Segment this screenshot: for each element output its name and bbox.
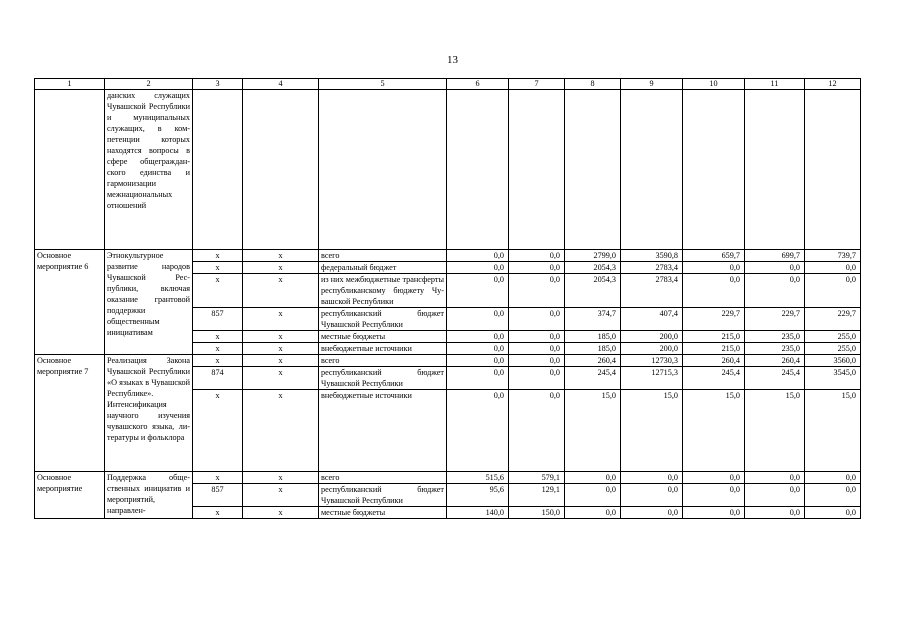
value-cell: 15,0 — [621, 390, 683, 472]
funding-source-cell: всего — [319, 250, 447, 262]
value-cell: 2799,0 — [565, 250, 621, 262]
value-cell: 185,0 — [565, 331, 621, 343]
main-event-cell: Основное мероприятие 7 — [35, 355, 105, 472]
value-cell: 150,0 — [509, 507, 565, 519]
value-cell: 0,0 — [805, 507, 861, 519]
table-row — [35, 355, 861, 367]
value-cell: 245,4 — [565, 367, 621, 390]
column-header: 12 — [805, 79, 861, 90]
value-cell: 0,0 — [509, 331, 565, 343]
value-cell: 0,0 — [509, 262, 565, 274]
value-cell: 0,0 — [683, 262, 745, 274]
code-cell: x — [243, 262, 319, 274]
code-cell: x — [243, 472, 319, 484]
value-cell: 0,0 — [447, 367, 509, 390]
column-header: 8 — [565, 79, 621, 90]
code-cell: x — [243, 507, 319, 519]
value-cell: 0,0 — [509, 367, 565, 390]
budget-code-cell: x — [193, 472, 243, 484]
budget-code-cell: x — [193, 390, 243, 472]
value-cell: 0,0 — [447, 331, 509, 343]
budget-code-cell: 857 — [193, 308, 243, 331]
budget-code-cell: x — [193, 250, 243, 262]
value-cell: 3545,0 — [805, 367, 861, 390]
page-number: 13 — [447, 54, 458, 66]
value-cell: 15,0 — [745, 390, 805, 472]
value-cell: 12715,3 — [621, 367, 683, 390]
value-cell: 200,0 — [621, 343, 683, 355]
value-cell: 3590,8 — [621, 250, 683, 262]
main-event-cell: Основное мероприятие — [35, 472, 105, 519]
value-cell: 245,4 — [683, 367, 745, 390]
funding-source-cell: местные бюджеты — [319, 507, 447, 519]
value-cell: 0,0 — [621, 472, 683, 484]
value-cell: 235,0 — [745, 343, 805, 355]
value-cell: 12730,3 — [621, 355, 683, 367]
value-cell: 95,6 — [447, 484, 509, 507]
code-cell: x — [243, 367, 319, 390]
value-cell: 0,0 — [621, 507, 683, 519]
budget-code-cell: x — [193, 343, 243, 355]
funding-source-cell: республиканский бюджет Чувашской Республики — [319, 308, 447, 331]
value-cell: 0,0 — [805, 472, 861, 484]
value-cell: 0,0 — [805, 484, 861, 507]
value-cell: 200,0 — [621, 331, 683, 343]
value-cell: 0,0 — [805, 262, 861, 274]
value-cell: 3560,0 — [805, 355, 861, 367]
column-header: 1 — [35, 79, 105, 90]
code-cell: x — [243, 355, 319, 367]
continuation-row — [35, 90, 861, 250]
table-row — [35, 250, 861, 262]
table-row — [35, 472, 861, 484]
budget-code-cell: x — [193, 274, 243, 308]
value-cell: 0,0 — [447, 262, 509, 274]
code-cell: x — [243, 331, 319, 343]
column-header: 7 — [509, 79, 565, 90]
value-cell: 235,0 — [745, 331, 805, 343]
value-cell: 2054,3 — [565, 274, 621, 308]
value-cell: 15,0 — [565, 390, 621, 472]
value-cell: 260,4 — [565, 355, 621, 367]
funding-source-cell: из них межбюджетные трансферты республиканскому бюджету Чувашской Республики — [319, 274, 447, 308]
code-cell: x — [243, 274, 319, 308]
budget-code-cell: 857 — [193, 484, 243, 507]
value-cell: 579,1 — [509, 472, 565, 484]
funding-source-cell: внебюджетные источники — [319, 343, 447, 355]
funding-source-cell: республиканский бюджет Чувашской Республики — [319, 484, 447, 507]
value-cell: 515,6 — [447, 472, 509, 484]
value-cell: 0,0 — [621, 484, 683, 507]
value-cell: 374,7 — [565, 308, 621, 331]
value-cell: 0,0 — [509, 355, 565, 367]
value-cell: 245,4 — [745, 367, 805, 390]
budget-code-cell: x — [193, 355, 243, 367]
budget-table — [34, 78, 861, 519]
column-header: 4 — [243, 79, 319, 90]
event-description-cell: Этнокультурное развитие народов Чувашской Республики, включая оказание грантовой поддержки общественным инициативам — [105, 250, 193, 355]
value-cell: 0,0 — [447, 308, 509, 331]
value-cell: 140,0 — [447, 507, 509, 519]
value-cell: 0,0 — [447, 343, 509, 355]
value-cell: 185,0 — [565, 343, 621, 355]
code-cell: x — [243, 390, 319, 472]
budget-code-cell: 874 — [193, 367, 243, 390]
value-cell: 215,0 — [683, 343, 745, 355]
funding-source-cell: всего — [319, 472, 447, 484]
value-cell: 255,0 — [805, 343, 861, 355]
value-cell: 0,0 — [745, 507, 805, 519]
value-cell: 0,0 — [509, 274, 565, 308]
value-cell: 255,0 — [805, 331, 861, 343]
funding-source-cell: республиканский бюджет Чувашской Республики — [319, 367, 447, 390]
code-cell: x — [243, 484, 319, 507]
value-cell: 229,7 — [805, 308, 861, 331]
value-cell: 15,0 — [805, 390, 861, 472]
value-cell: 229,7 — [683, 308, 745, 331]
code-cell: x — [243, 308, 319, 331]
value-cell: 129,1 — [509, 484, 565, 507]
column-header: 5 — [319, 79, 447, 90]
funding-source-cell: всего — [319, 355, 447, 367]
value-cell: 0,0 — [683, 274, 745, 308]
budget-code-cell: x — [193, 507, 243, 519]
value-cell: 0,0 — [565, 507, 621, 519]
value-cell: 659,7 — [683, 250, 745, 262]
value-cell: 2054,3 — [565, 262, 621, 274]
value-cell: 260,4 — [745, 355, 805, 367]
value-cell: 0,0 — [509, 390, 565, 472]
column-header: 2 — [105, 79, 193, 90]
value-cell: 0,0 — [683, 484, 745, 507]
value-cell: 215,0 — [683, 331, 745, 343]
value-cell: 2783,4 — [621, 262, 683, 274]
value-cell: 0,0 — [509, 250, 565, 262]
value-cell: 0,0 — [745, 472, 805, 484]
funding-source-cell: местные бюджеты — [319, 331, 447, 343]
value-cell: 699,7 — [745, 250, 805, 262]
value-cell: 2783,4 — [621, 274, 683, 308]
value-cell: 15,0 — [683, 390, 745, 472]
budget-code-cell: x — [193, 331, 243, 343]
value-cell: 739,7 — [805, 250, 861, 262]
value-cell: 0,0 — [805, 274, 861, 308]
code-cell: x — [243, 343, 319, 355]
value-cell: 0,0 — [447, 390, 509, 472]
value-cell: 260,4 — [683, 355, 745, 367]
value-cell: 0,0 — [683, 507, 745, 519]
event-description-cell: Поддержка общественных инициатив и мероприятий, направлен- — [105, 472, 193, 519]
main-event-cell: Основное мероприятие 6 — [35, 250, 105, 355]
value-cell: 0,0 — [565, 472, 621, 484]
header-row — [35, 79, 861, 90]
column-header: 6 — [447, 79, 509, 90]
column-header: 9 — [621, 79, 683, 90]
value-cell: 0,0 — [447, 274, 509, 308]
funding-source-cell: внебюджетные источники — [319, 390, 447, 472]
value-cell: 0,0 — [565, 484, 621, 507]
column-header: 3 — [193, 79, 243, 90]
value-cell: 229,7 — [745, 308, 805, 331]
value-cell: 0,0 — [745, 274, 805, 308]
code-cell: x — [243, 250, 319, 262]
continuation-text: данских служащих Чувашской Республики и муниципальных служащих, в компетенции которых находятся вопросы в сфере общегражданского единства и гармонизации межнациональных отношений — [105, 90, 193, 250]
funding-source-cell: федеральный бюджет — [319, 262, 447, 274]
value-cell: 0,0 — [745, 262, 805, 274]
event-description-cell: Реализация Закона Чувашской Республики «О языках в Чувашской Республике». Интенсификация научного изучения чувашского языка, литературы и фольклора — [105, 355, 193, 472]
value-cell: 0,0 — [509, 308, 565, 331]
column-header: 11 — [745, 79, 805, 90]
value-cell: 0,0 — [745, 484, 805, 507]
value-cell: 0,0 — [683, 472, 745, 484]
value-cell: 0,0 — [509, 343, 565, 355]
budget-code-cell: x — [193, 262, 243, 274]
value-cell: 0,0 — [447, 355, 509, 367]
value-cell: 0,0 — [447, 250, 509, 262]
column-header: 10 — [683, 79, 745, 90]
value-cell: 407,4 — [621, 308, 683, 331]
